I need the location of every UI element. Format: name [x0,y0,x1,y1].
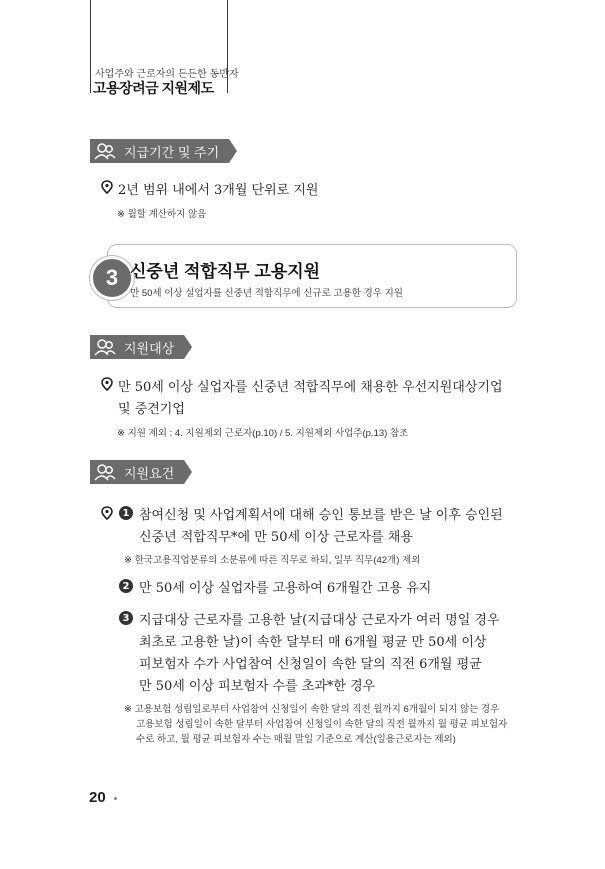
program-title: 신중년 적합직무 고용지원 [130,262,321,281]
req-item3-line4: 만 50세 이상 피보험자 수를 초과*한 경우 [139,679,376,694]
section-label-requirements [90,460,184,484]
location-pin-icon [101,180,113,194]
location-pin-icon [101,506,113,520]
req-item1-note: ※ 한국고용직업분류의 소분류에 따른 직무로 하되, 일부 직무(42개) 제외 [124,555,421,566]
period-text: 2년 범위 내에서 3개월 단위로 지원 [118,183,319,198]
program-description: 만 50세 이상 실업자를 신중년 적합직무에 신규로 고용한 경우 지원 [130,288,403,299]
req-item2-line1: 만 50세 이상 실업자를 고용하여 6개월간 고용 유지 [139,581,432,596]
item-number-3: 3 [119,611,133,625]
header-title: 고용장려금 지원제도 [93,80,214,96]
period-note: ※ 월할 계산하지 않음 [117,209,207,220]
section-label-period [90,139,229,163]
item-number-2: 2 [119,579,133,593]
section-label-text: 지급기간 및 주기 [124,144,220,160]
page-dot [114,797,117,800]
people-icon [94,142,116,160]
req-item3-line2: 최초로 고용한 날)이 속한 달부터 매 6개월 평균 만 50세 이상 [139,635,487,650]
section-label-text: 지원대상 [124,340,175,356]
req-item3-line1: 지급대상 근로자를 고용한 날(지급대상 근로자가 여러 명일 경우 [139,613,500,628]
req-item3-line3: 피보험자 수가 사업참여 신청일이 속한 달의 직전 6개월 평균 [139,657,482,672]
header-subtitle: 사업주와 근로자의 든든한 동반자 [95,69,239,80]
req-item1-line2: 신중년 적합직무*에 만 50세 이상 근로자를 채용 [139,530,413,545]
target-text-line2: 및 중견기업 [118,402,185,417]
location-pin-icon [101,377,113,391]
people-icon [94,463,116,481]
req-item3-note-line2: 고용보험 성립일이 속한 달부터 사업참여 신청일이 속한 달의 직전 월까지 월 평균 피보험자 [136,719,508,730]
req-item3-note-line1: ※ 고용보험 성립일로부터 사업참여 신청일이 속한 달의 직전 월까지 6개월이 되지 않는 경우 [124,704,500,715]
people-icon [94,338,116,356]
item-number-1: 1 [119,506,133,520]
req-item1-line1: 참여신청 및 사업계획서에 대해 승인 통보를 받은 날 이후 승인된 [139,508,503,523]
target-note: ※ 지원 제외 : 4. 지원제외 근로자(p.10) / 5. 지원제외 사업주(p.13) 참조 [117,428,409,439]
page-number: 20 [89,789,106,806]
target-text-line1: 만 50세 이상 실업자를 신중년 적합직무에 채용한 우선지원대상기업 [118,380,503,395]
section-label-text: 지원요건 [124,465,175,481]
section-label-target [90,335,184,359]
program-number-badge: 3 [90,256,134,300]
req-item3-note-line3: 수로 하고, 월 평균 피보험자 수는 매월 말일 기준으로 계산(일용근로자는 제외) [136,734,456,745]
